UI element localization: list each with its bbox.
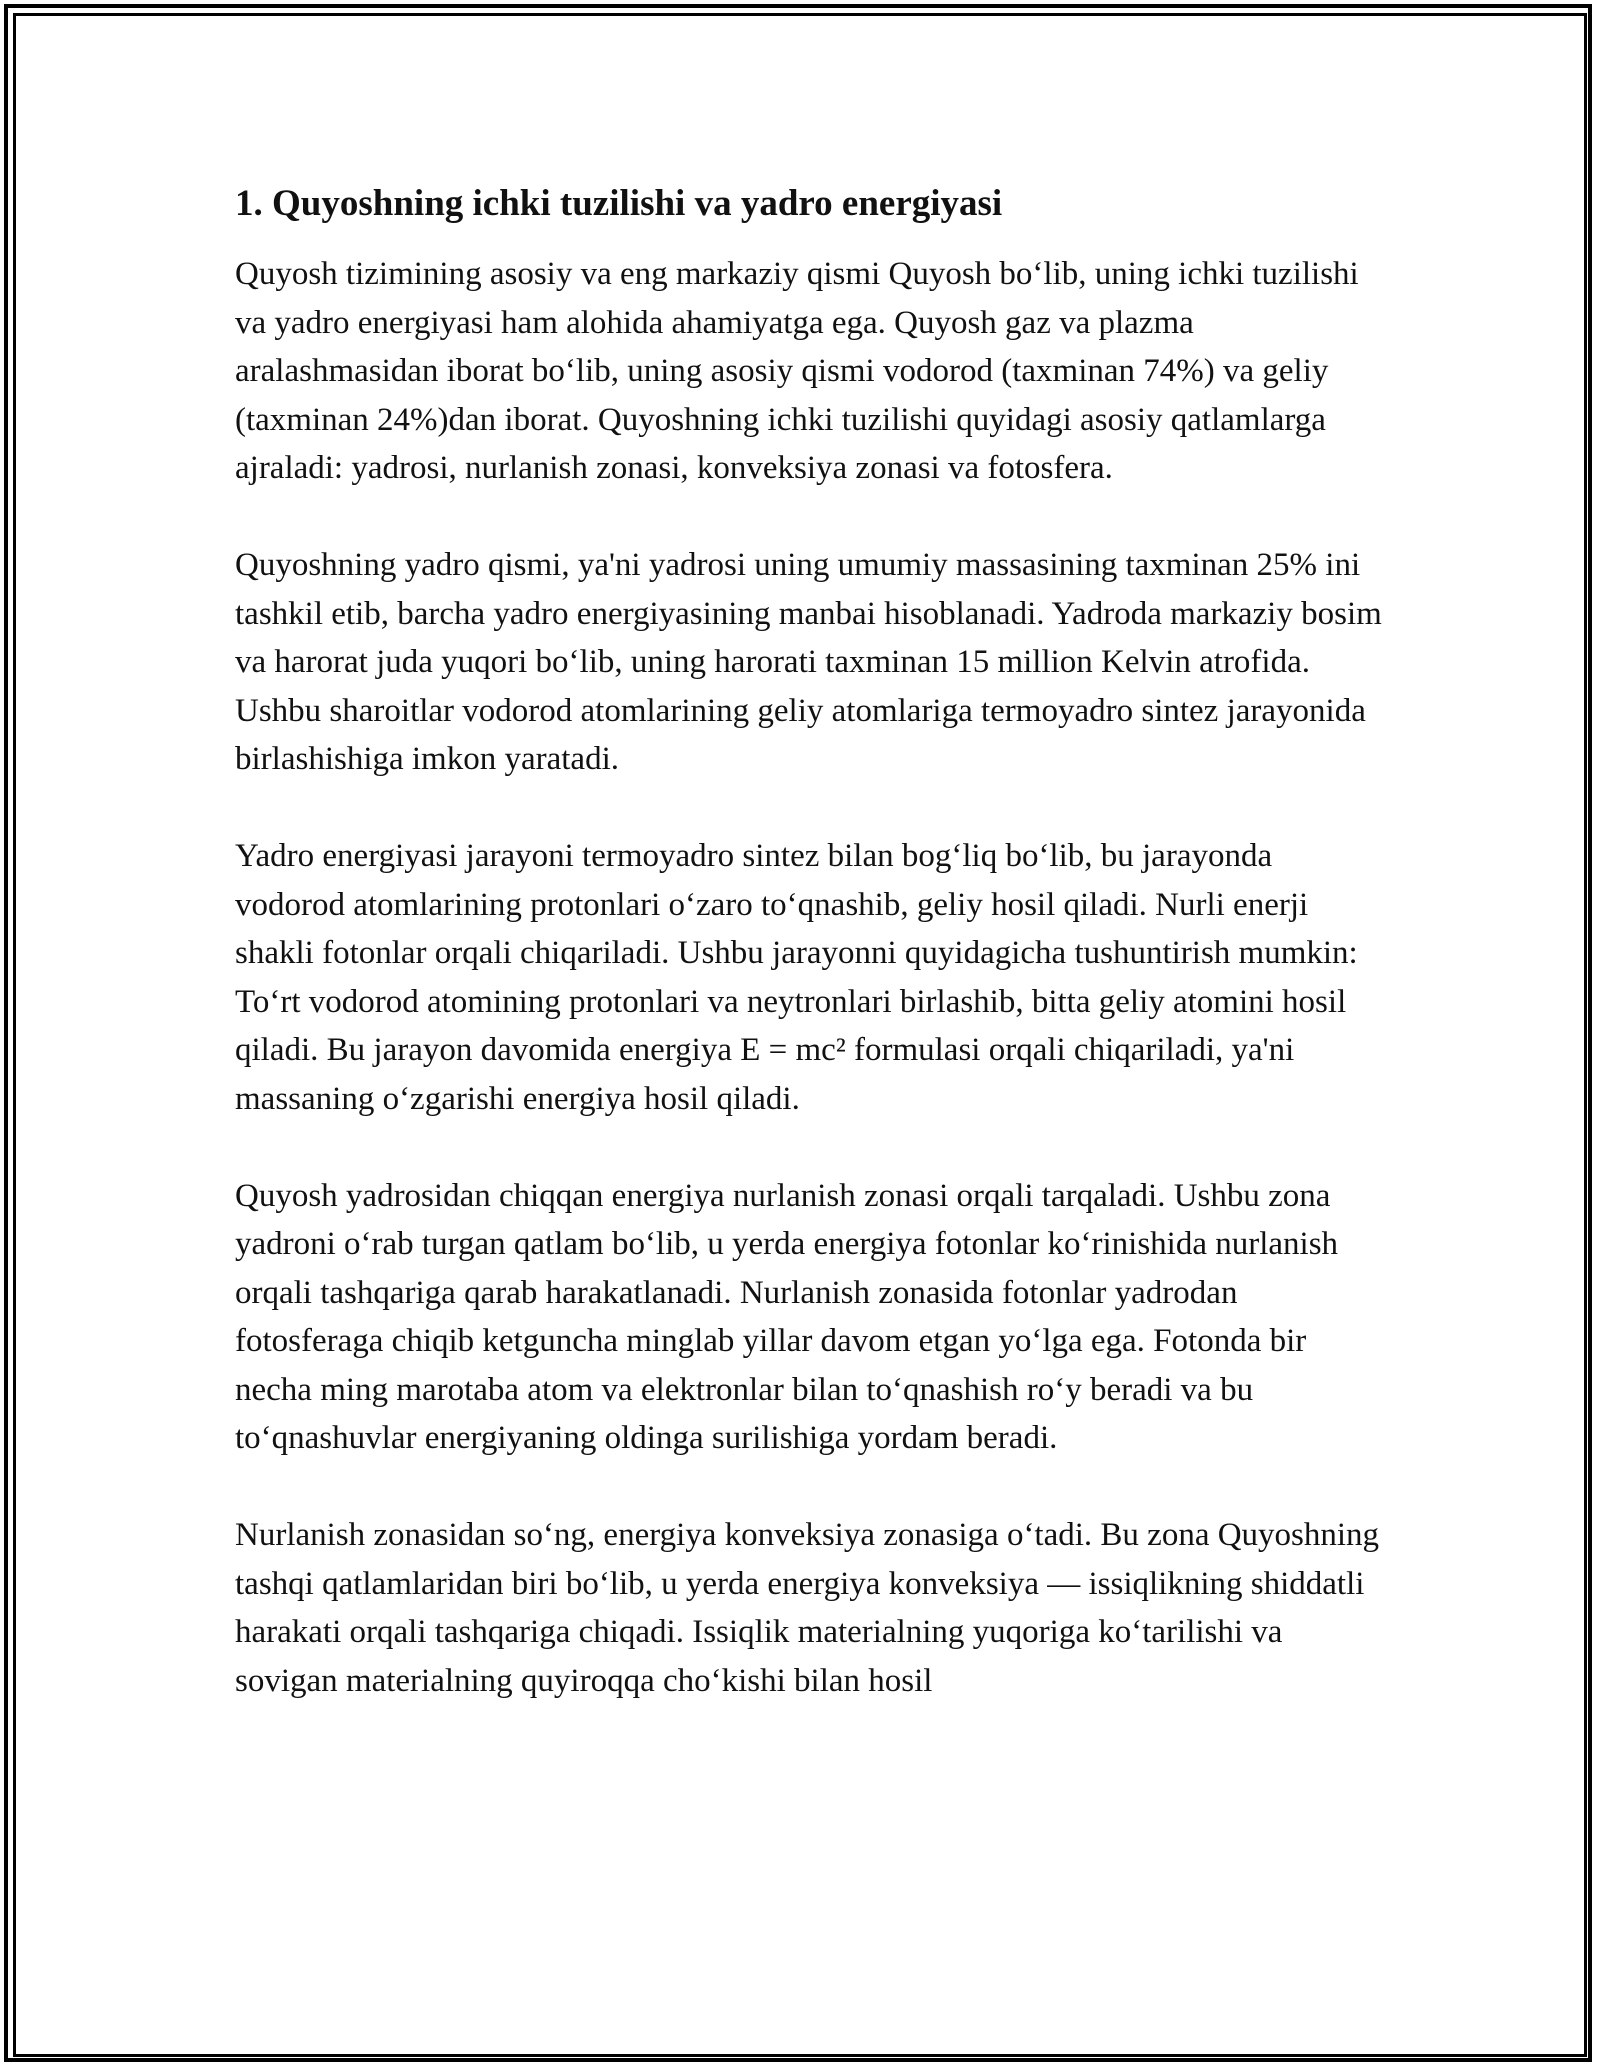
document-body <box>235 182 1385 1705</box>
paragraph-1: Quyosh tizimining asosiy va eng markaziy qismi Quyosh bo‘lib, uning ichki tuzilishi va yadro energiyasi ham alohida ahamiyatga ega. Quyosh gaz va plazma aralashmasidan iborat bo‘lib, uning asosiy qismi vodorod (taxminan 74%) va geliy (taxminan 24%)dan iborat. Quyoshning ichki tuzilishi quyidagi asosiy qatlamlarga ajraladi: yadrosi, nurlanish zonasi, konveksiya zonasi va fotosfera. <box>235 256 1359 487</box>
paragraph-5: Nurlanish zonasidan so‘ng, energiya konveksiya zonasiga o‘tadi. Bu zona Quyoshning tashqi qatlamlaridan biri bo‘lib, u yerda energiya konveksiya — issiqlikning shiddatli harakati orqali tashqariga chiqadi. Issiqlik materialning yuqoriga ko‘tarilishi va sovigan materialning quyiroqqa cho‘kishi bilan hosil <box>235 1517 1380 1699</box>
paragraph-3: Yadro energiyasi jarayoni termoyadro sintez bilan bog‘liq bo‘lib, bu jarayonda vodorod atomlarining protonlari o‘zaro to‘qnashib, geliy hosil qiladi. Nurli enerji shakli fotonlar orqali chiqariladi. Ushbu jarayonni quyidagicha tushuntirish mumkin: To‘rt vodorod atomining protonlari va neytronlari birlashib, bitta geliy atomini hosil qiladi. Bu jarayon davomida energiya E = mc² formulasi orqali chiqariladi, ya'ni massaning o‘zgarishi energiya hosil qiladi. <box>235 838 1358 1117</box>
paragraph-4: Quyosh yadrosidan chiqqan energiya nurlanish zonasi orqali tarqaladi. Ushbu zona yadroni o‘rab turgan qatlam bo‘lib, u yerda energiya fotonlar ko‘rinishida nurlanish orqali tashqariga qarab harakatlanadi. Nurlanish zonasida fotonlar yadrodan fotosferaga chiqib ketguncha minglab yillar davom etgan yo‘lga ega. Fotonda bir necha ming marotaba atom va elektronlar bilan to‘qnashish ro‘y beradi va bu to‘qnashuvlar energiyaning oldinga surilishiga yordam beradi. <box>235 1177 1339 1457</box>
section-heading: 1. Quyoshning ichki tuzilishi va yadro energiyasi <box>235 183 1003 224</box>
paragraph-2: Quyoshning yadro qismi, ya'ni yadrosi uning umumiy massasining taxminan 25% ini tashkil etib, barcha yadro energiyasining manbai hisoblanadi. Yadroda markaziy bosim va harorat juda yuqori bo‘lib, uning harorati taxminan 15 million Kelvin atrofida. Ushbu sharoitlar vodorod atomlarining geliy atomlariga termoyadro sintez jarayonida birlashishiga imkon yaratadi. <box>235 547 1382 778</box>
